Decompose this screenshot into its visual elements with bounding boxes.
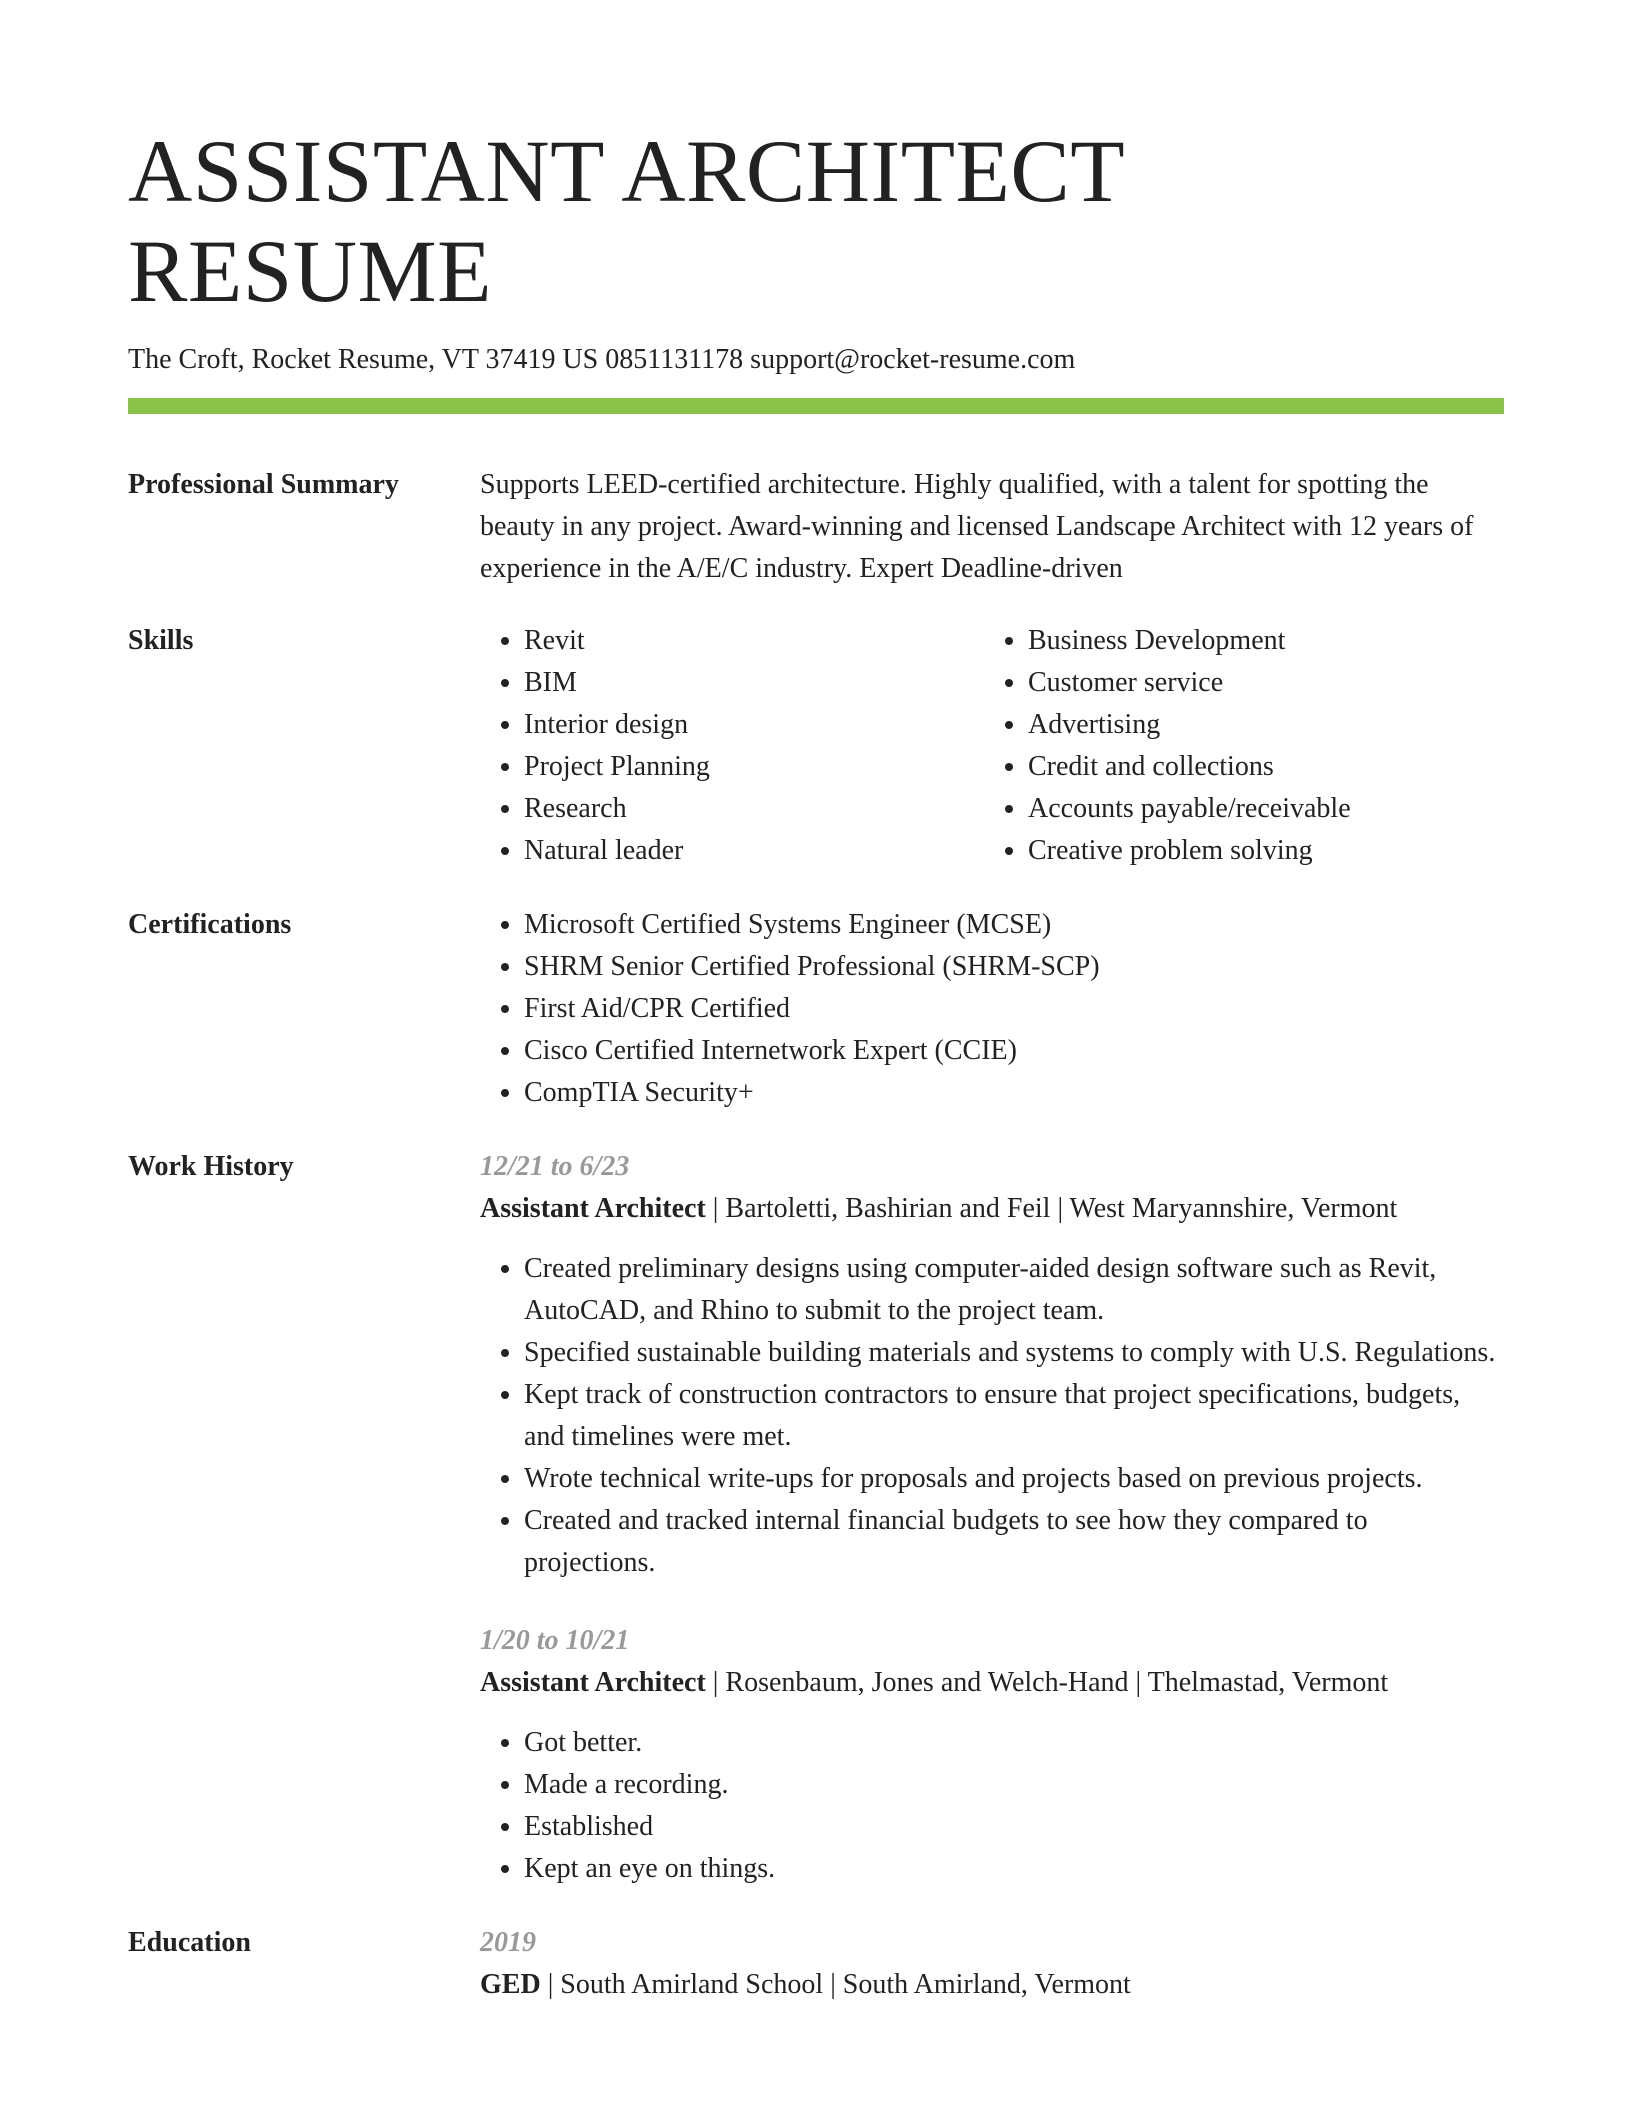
work-history-body — [480, 1146, 1504, 1890]
job-bullet-list — [480, 1722, 1504, 1890]
education-body — [480, 1922, 1504, 2006]
job-entry — [480, 1146, 1504, 1584]
list-item: • First Aid/CPR Certified — [524, 988, 1504, 1030]
section-label-education: Education — [128, 1927, 251, 1958]
job-dates: 1/20 to 10/21 — [480, 1625, 630, 1656]
section-summary — [128, 464, 1504, 590]
certifications-list — [480, 904, 1504, 1114]
skills-list-right — [984, 620, 1488, 872]
list-item: • Customer service — [1028, 662, 1488, 704]
list-item: • Kept an eye on things. — [524, 1848, 1504, 1890]
list-item: • Credit and collections — [1028, 746, 1488, 788]
list-item: • Natural leader — [524, 830, 984, 872]
list-item: • Established — [524, 1806, 1504, 1848]
section-label-summary: Professional Summary — [128, 469, 399, 500]
section-label-certifications: Certifications — [128, 909, 292, 940]
job-entry — [480, 1620, 1504, 1890]
list-item: • Advertising — [1028, 704, 1488, 746]
skills-list-left — [480, 620, 984, 872]
section-certifications — [128, 904, 1504, 1114]
summary-text: Supports LEED-certified architecture. Highly qualified, with a talent for spotting the beauty in any project. Award-winning and licensed Landscape Architect with 12 years of experience in the A/E/C industry. Expert Deadline-driven — [480, 469, 1474, 584]
accent-divider — [128, 398, 1504, 414]
education-details: | South Amirland School | South Amirland, Vermont — [540, 1969, 1131, 2000]
job-bullet-list — [480, 1248, 1504, 1584]
list-item: • Business Development — [1028, 620, 1488, 662]
job-heading — [480, 1662, 1504, 1704]
certifications-body — [480, 904, 1504, 1114]
list-item: • Got better. — [524, 1722, 1504, 1764]
list-item: • Microsoft Certified Systems Engineer (MCSE) — [524, 904, 1504, 946]
job-dates: 12/21 to 6/23 — [480, 1151, 630, 1182]
resume-title: ASSISTANT ARCHITECT RESUME — [128, 123, 1124, 321]
section-skills — [128, 620, 1504, 872]
list-item: • Accounts payable/receivable — [1028, 788, 1488, 830]
job-details: | Bartoletti, Bashirian and Feil | West Maryannshire, Vermont — [705, 1193, 1398, 1224]
list-item: • SHRM Senior Certified Professional (SHRM-SCP) — [524, 946, 1504, 988]
skills-columns — [480, 620, 1504, 872]
contact-line: The Croft, Rocket Resume, VT 37419 US 0851131178 support@rocket-resume.com — [128, 344, 1076, 375]
list-item: • Specified sustainable building materials and systems to comply with U.S. Regulations. — [524, 1332, 1504, 1374]
list-item: • Revit — [524, 620, 984, 662]
section-work-history — [128, 1146, 1504, 1890]
list-item: • Interior design — [524, 704, 984, 746]
list-item: • Made a recording. — [524, 1764, 1504, 1806]
list-item: • Created preliminary designs using computer-aided design software such as Revit, AutoCAD, and Rhino to submit to the project team. — [524, 1248, 1504, 1332]
list-item: • Cisco Certified Internetwork Expert (CCIE) — [524, 1030, 1504, 1072]
education-year: 2019 — [480, 1927, 536, 1958]
section-education — [128, 1922, 1504, 2006]
education-degree: GED — [480, 1969, 541, 2000]
job-heading — [480, 1188, 1504, 1230]
list-item: • CompTIA Security+ — [524, 1072, 1504, 1114]
list-item: • Research — [524, 788, 984, 830]
list-item: • Wrote technical write-ups for proposals and projects based on previous projects. — [524, 1458, 1504, 1500]
list-item: • BIM — [524, 662, 984, 704]
list-item: • Creative problem solving — [1028, 830, 1488, 872]
section-label-skills: Skills — [128, 625, 194, 656]
education-heading — [480, 1964, 1504, 2006]
job-details: | Rosenbaum, Jones and Welch-Hand | Thelmastad, Vermont — [705, 1667, 1389, 1698]
job-title: Assistant Architect — [480, 1193, 706, 1224]
list-item: • Kept track of construction contractors to ensure that project specifications, budgets, and timelines were met. — [524, 1374, 1504, 1458]
list-item: • Created and tracked internal financial budgets to see how they compared to projections. — [524, 1500, 1504, 1584]
job-title: Assistant Architect — [480, 1667, 706, 1698]
section-label-work-history: Work History — [128, 1151, 294, 1182]
list-item: • Project Planning — [524, 746, 984, 788]
